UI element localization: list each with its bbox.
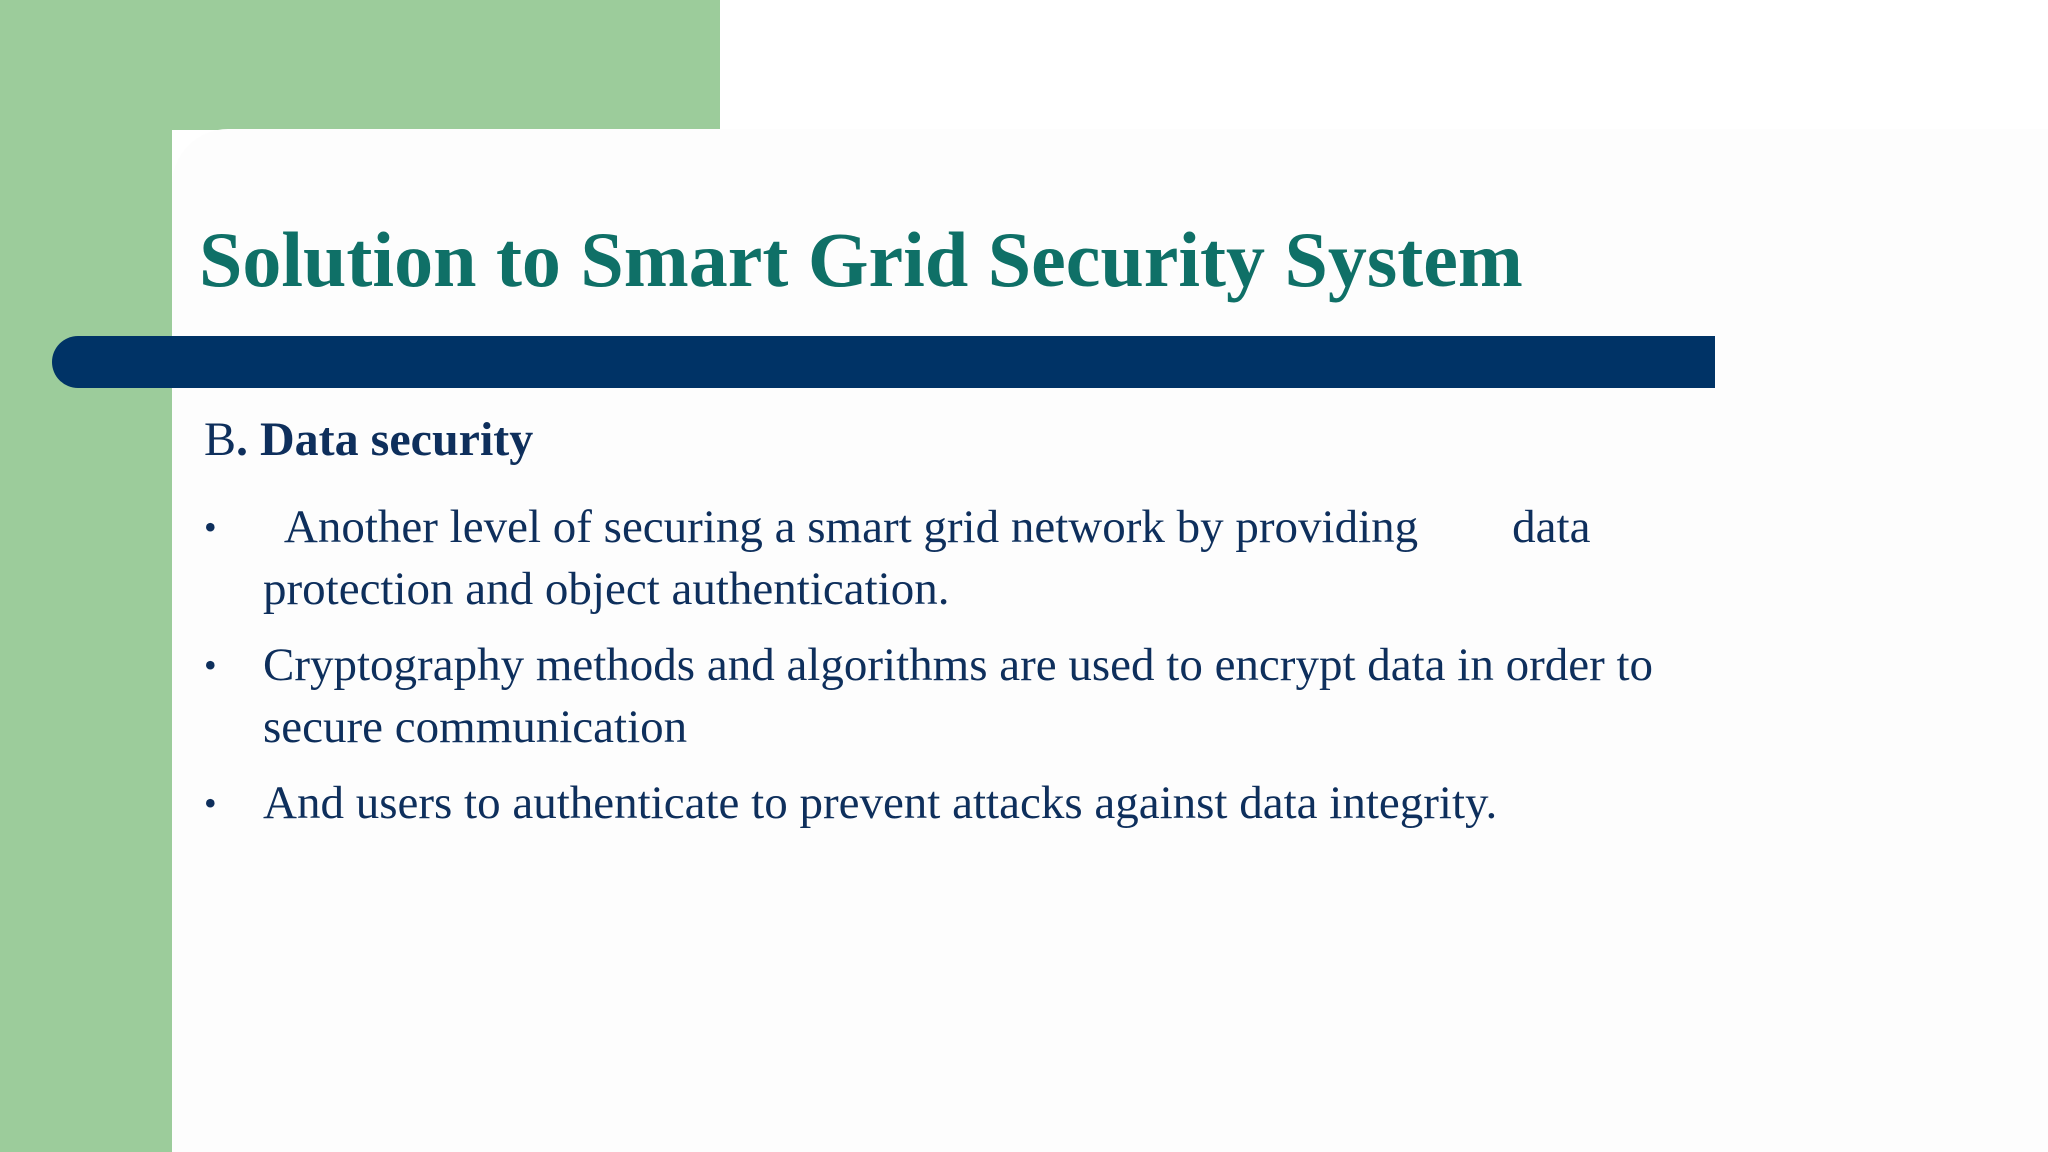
section-heading-bold: . Data security bbox=[236, 413, 534, 466]
bullet-dot: • bbox=[204, 507, 217, 547]
bullet-text bbox=[263, 634, 1823, 758]
green-accent-left bbox=[0, 0, 172, 1152]
title-divider-bar bbox=[52, 336, 1715, 388]
bullet-text bbox=[263, 772, 1823, 834]
section-heading bbox=[204, 411, 533, 469]
bullet-line: secure communication bbox=[263, 701, 688, 753]
bullet-line: Cryptography methods and algorithms are used to encrypt data in order to bbox=[263, 639, 1654, 691]
bullet-line: Another level of securing a smart grid network by providing data bbox=[263, 501, 1591, 553]
bullet-line: protection and object authentication. bbox=[263, 563, 950, 615]
section-heading-prefix: B bbox=[204, 413, 237, 466]
slide-title: Solution to Smart Grid Security System bbox=[199, 216, 1523, 303]
bullet-line: And users to authenticate to prevent attacks against data integrity. bbox=[263, 777, 1498, 829]
bullet-text bbox=[263, 496, 1823, 620]
bullet-dot: • bbox=[204, 783, 217, 823]
bullet-dot: • bbox=[204, 645, 217, 685]
